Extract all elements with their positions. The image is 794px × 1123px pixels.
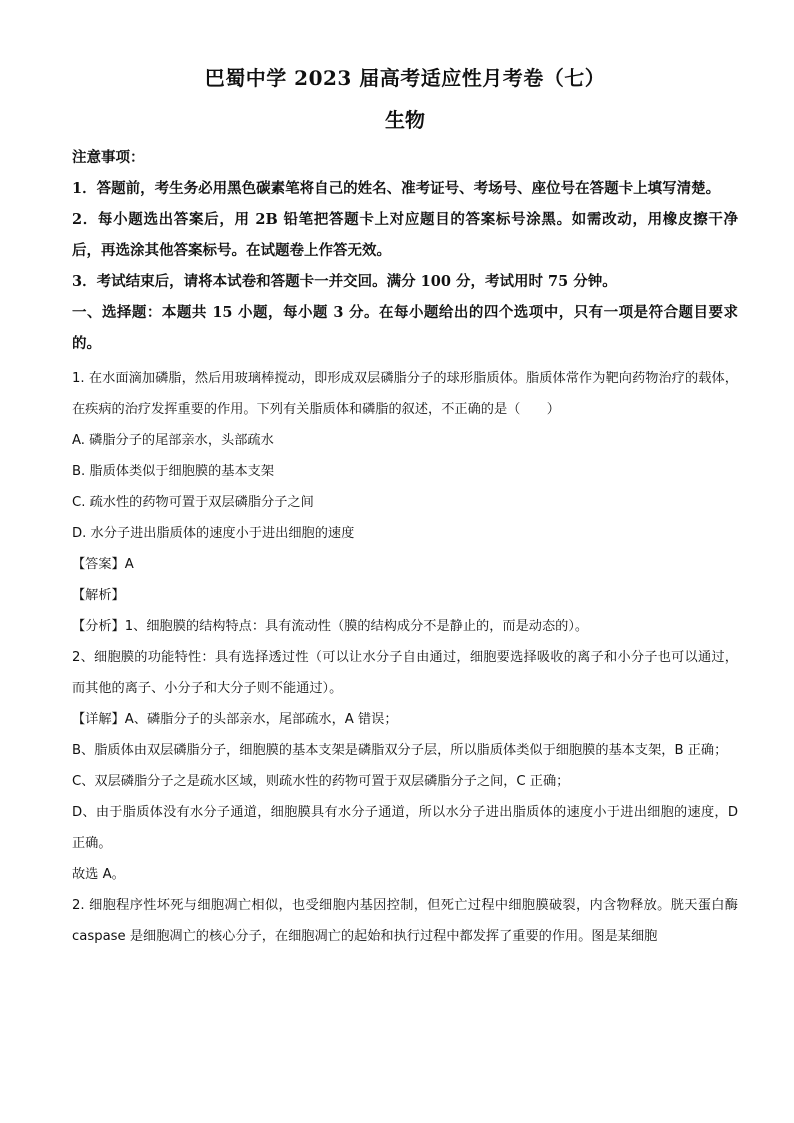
notice-item-1: 1．答题前，考生务必用黑色碳素笔将自己的姓名、准考证号、考场号、座位号在答题卡上填写清楚。 xyxy=(72,180,721,197)
notice-block xyxy=(72,142,738,297)
notice-heading: 注意事项： xyxy=(72,149,145,166)
question-1-option-b: B. 脂质体类似于细胞膜的基本支架 xyxy=(72,464,275,479)
analysis-conclusion: 故选 A。 xyxy=(72,867,125,882)
analysis-line-1: 【分析】1、细胞膜的结构特点：具有流动性（膜的结构成分不是静止的，而是动态的）。 xyxy=(72,619,589,634)
question-1-option-a: A. 磷脂分子的尾部亲水，头部疏水 xyxy=(72,433,274,448)
question-1-analysis-label: 【解析】 xyxy=(72,588,125,603)
exam-title: 巴蜀中学 2023 届高考适应性月考卷（七） xyxy=(204,66,606,90)
notice-item-2: 2．每小题选出答案后，用 2B 铅笔把答题卡上对应题目的答案标号涂黑。如需改动，用橡皮擦干净后，再选涂其他答案标号。在试题卷上作答无效。 xyxy=(72,211,738,259)
question-1 xyxy=(72,363,738,890)
question-1-option-c: C. 疏水性的药物可置于双层磷脂分子之间 xyxy=(72,495,314,510)
analysis-line-2: 2、细胞膜的功能特性：具有选择透过性（可以让水分子自由通过，细胞要选择吸收的离子和小分子也可以通过，而其他的离子、小分子和大分子则不能通过）。 xyxy=(72,650,738,696)
question-1-option-d: D. 水分子进出脂质体的速度小于进出细胞的速度 xyxy=(72,526,355,541)
question-1-stem: 1. 在水面滴加磷脂，然后用玻璃棒搅动，即形成双层磷脂分子的球形脂质体。脂质体常作为靶向药物治疗的载体，在疾病的治疗发挥重要的作用。下列有关脂质体和磷脂的叙述，不正确的是（ ） xyxy=(72,371,738,417)
question-2-stem: 2. 细胞程序性坏死与细胞凋亡相似，也受细胞内基因控制，但死亡过程中细胞膜破裂，内含物释放。胱天蛋白酶 caspase 是细胞凋亡的核心分子，在细胞凋亡的起始和执行过程中都发挥了重要的作用。图是某细胞 xyxy=(72,898,738,944)
analysis-line-3: 【详解】A、磷脂分子的头部亲水，尾部疏水，A 错误； xyxy=(72,712,398,727)
analysis-line-4: B、脂质体由双层磷脂分子，细胞膜的基本支架是磷脂双分子层，所以脂质体类似于细胞膜的基本支架，B 正确； xyxy=(72,743,728,758)
question-1-answer: 【答案】A xyxy=(72,557,134,572)
notice-item-3: 3．考试结束后，请将本试卷和答题卡一并交回。满分 100 分，考试用时 75 分钟。 xyxy=(72,273,617,290)
analysis-line-5: C、双层磷脂分子之是疏水区域，则疏水性的药物可置于双层磷脂分子之间，C 正确； xyxy=(72,774,570,789)
section-heading: 一、选择题：本题共 15 小题，每小题 3 分。在每小题给出的四个选项中，只有一项是符合题目要求的。 xyxy=(72,304,738,352)
subject-title: 生物 xyxy=(385,108,425,132)
analysis-line-6: D、由于脂质体没有水分子通道，细胞膜具有水分子通道，所以水分子进出脂质体的速度小于进出细胞的速度，D 正确。 xyxy=(72,805,738,851)
question-2 xyxy=(72,890,738,952)
